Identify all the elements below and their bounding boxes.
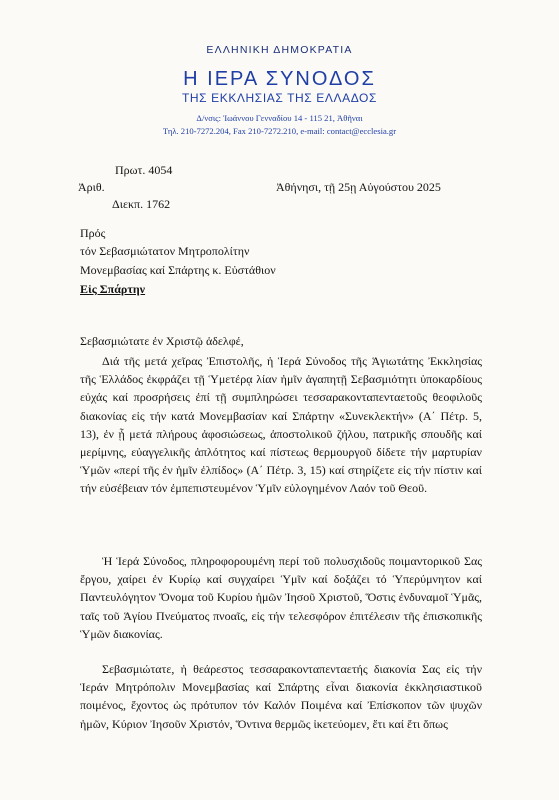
salutation: Σεβασμιώτατε ἐν Χριστῷ ἀδελφέ, bbox=[80, 334, 244, 348]
diekp-number: Διεκπ. 1762 bbox=[112, 197, 171, 211]
addressee-pros: Πρός bbox=[80, 226, 106, 240]
arith-label: Ἀριθ. bbox=[78, 180, 105, 194]
body-paragraph-3: Σεβασμιώτατε, ἡ θεάρεστος τεσσαρακονταπενταετής διακονία Σας εἰς τήν Ἱεράν Μητρόπολιν Μονεμβασίας καί Σπάρτης εἶναι διακονία ἐκκλησιαστικοῦ ποιμένος, ἔχοντος ὡς πρότυπον τόν Καλόν Ποιμένα καί Ἐπίσκοπον τῶν ψυχῶν ἡμῶν, Κύριον Ἰησοῦν Χριστόν, Ὅντινα θερμῶς ἱκετεύομεν, ἔτι καί ἔτι ὅπως bbox=[80, 662, 482, 731]
addressee-title: τόν Σεβασμιώτατον Μητροπολίτην bbox=[80, 244, 250, 258]
letterhead-republic: ΕΛΛΗΝΙΚΗ ΔΗΜΟΚΡΑΤΙΑ bbox=[206, 44, 353, 56]
body-paragraph-2: Ἡ Ἱερά Σύνοδος, πληροφορουμένη περί τοῦ πολυσχιδοῦς ποιμαντορικοῦ Σας ἔργου, χαίρει ἐν Κυρίῳ καί συγχαίρει Ὑμῖν καί δοξάζει τό Ὑπερύμνητον καί Παντευλόγητον Ὄνομα τοῦ Κυρίου ἡμῶν Ἰησοῦ Χριστοῦ, Ὅστις ἐνδυναμοῖ Ὑμᾶς, ταῖς τοῦ Ἁγίου Πνεύματος πνοαῖς, εἰς τήν τελεσφόρον ἐπιτέλεσιν τῆς ἐπισκοπικῆς Ὑμῶν διακονίας. bbox=[80, 554, 482, 641]
letterhead-address: Δ/νσις: Ἰωάννου Γενναδίου 14 - 115 21, Ἀθῆναι bbox=[196, 113, 363, 123]
addressee-name: Μονεμβασίας καί Σπάρτης κ. Εὐστάθιον bbox=[80, 263, 276, 277]
letter-date: Ἀθήνησι, τῇ 25ῃ Αὐγούστου 2025 bbox=[276, 180, 441, 194]
protocol-number: Πρωτ. 4054 bbox=[115, 163, 173, 177]
addressee-destination: Εἰς Σπάρτην bbox=[80, 282, 146, 296]
letterhead-subtitle: ΤΗΣ ΕΚΚΛΗΣΙΑΣ ΤΗΣ ΕΛΛΑΔΟΣ bbox=[181, 91, 378, 105]
letterhead-title: Η ΙΕΡΑ ΣΥΝΟΔΟΣ bbox=[183, 68, 376, 90]
body-paragraph-1: Διά τῆς μετά χεῖρας Ἐπιστολῆς, ἡ Ἱερά Σύνοδος τῆς Ἁγιωτάτης Ἐκκλησίας τῆς Ἑλλάδος ἐκφράζει τῇ Ὑμετέρᾳ λίαν ἡμῖν ἀγαπητῇ Σεβασμιότητι ὑποκαρδίους εὐχάς καί προσρήσεις ἐπί τῇ συμπληρώσει τεσσαρακονταπενταετοῦς θεοφιλοῦς διακονίας εἰς τήν κατά Μονεμβασίαν καί Σπάρτην «Συνεκλεκτήν» (Α΄ Πέτρ. 5, 13), ἐν ᾗ μετά πλήρους ἀφοσιώσεως, ἀποστολικοῦ ζήλου, πατρικῆς σπουδῆς καί μερίμνης, εὐαγγελικῆς ἁπλότητος καί πίστεως θερμουργοῦ δίδετε τήν μαρτυρίαν Ὑμῶν «περί τῆς ἐν ἡμῖν ἐλπίδος» (Α΄ Πέτρ. 3, 15) καί στηρίζετε εἰς τήν πίστιν καί τήν εὐσέβειαν τόν ἐμπεπιστευμένον Ὑμῖν εὐλογημένον Λαόν τοῦ Θεοῦ. bbox=[80, 354, 482, 496]
letterhead-contact: Τηλ. 210-7272.204, Fax 210-7272.210, e-mail: contact@ecclesia.gr bbox=[162, 126, 397, 136]
